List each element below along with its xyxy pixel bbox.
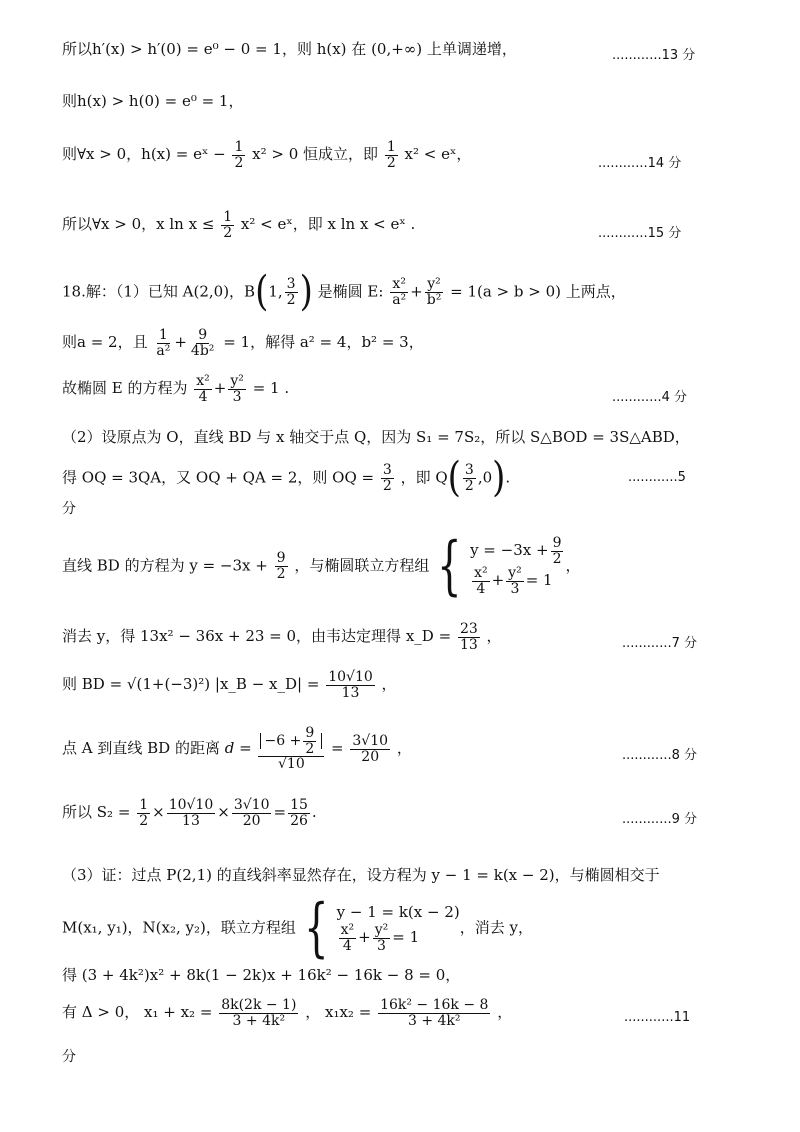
numerator: 1 xyxy=(158,327,168,343)
fraction xyxy=(472,566,490,596)
denominator: 2 xyxy=(386,154,396,171)
text-segment: = 1 . xyxy=(252,379,290,398)
fraction xyxy=(385,140,398,170)
text-segment: x² < eˣ， xyxy=(404,145,472,164)
fraction xyxy=(303,726,316,756)
solution-line-11 xyxy=(62,622,502,652)
line-text: 则h(x) > h(0) = e⁰ = 1， xyxy=(62,92,244,110)
fraction xyxy=(232,798,272,828)
text-segment: ，消去 y， xyxy=(459,918,533,937)
solution-line-6: 则a = 2，且 $\frac{1}{\text{a²}}$ + $\frac{9}{\text{4b²}}$ = 1，解得 a² = 4，b² = 3， xyxy=(62,327,424,359)
text-segment: −6 + xyxy=(264,733,302,750)
score-4: ............4 分 xyxy=(612,390,687,405)
text-segment: d = xyxy=(224,739,252,758)
numerator: 8k(2k − 1) xyxy=(221,997,297,1013)
score-unit: 分 xyxy=(62,1049,76,1065)
fraction xyxy=(154,328,172,358)
text-segment: （2）设原点为 O，直线 BD 与 x 轴交于点 Q，因为 S₁ = 7S₂，所以 S△BOD = 3S△ABD， xyxy=(62,428,690,446)
denominator: 4b² xyxy=(190,342,215,359)
system-row: y − 1 = k(x − 2) xyxy=(336,903,460,922)
numerator: 9 xyxy=(305,725,315,741)
fraction xyxy=(425,277,444,307)
fraction xyxy=(232,140,245,170)
numerator: 3√10 xyxy=(352,732,389,749)
solution-line-17 xyxy=(62,966,460,984)
text-segment: = 1，解得 a² = 4，b² = 3， xyxy=(223,333,424,352)
denominator: 2 xyxy=(464,477,474,494)
numerator: 1 xyxy=(223,209,233,225)
paren-open: ( xyxy=(255,267,269,316)
numerator: 9 xyxy=(198,327,208,343)
numerator: 1 xyxy=(386,139,396,155)
denominator: 2 xyxy=(139,812,149,829)
denominator: 20 xyxy=(242,812,261,829)
fraction xyxy=(373,923,391,953)
fraction xyxy=(458,622,480,652)
text-segment: = 1 xyxy=(525,571,553,590)
numerator: y² xyxy=(508,565,522,582)
text-segment: 则a = 2，且 xyxy=(62,333,148,352)
solution-line-13 xyxy=(62,726,412,772)
fraction xyxy=(219,998,298,1028)
text-segment: ， xyxy=(486,627,502,646)
text-segment: = xyxy=(331,739,344,758)
denominator: 2 xyxy=(223,224,233,241)
denominator: 3 xyxy=(377,937,386,954)
text-segment: 直线 BD 的方程为 y = −3x + xyxy=(62,556,268,575)
numerator: x² xyxy=(392,276,406,293)
denominator: 13 xyxy=(341,684,360,701)
numerator: x² xyxy=(340,921,355,938)
fraction xyxy=(326,670,375,700)
text-segment: 18.解：（1）已知 A(2,0)，B xyxy=(62,282,256,301)
text-segment: 有 Δ > 0， x₁ + x₂ = xyxy=(62,1003,213,1022)
solution-line-4 xyxy=(62,210,415,240)
denominator: 4 xyxy=(342,937,352,954)
fraction xyxy=(381,463,394,493)
score-14: ............14 分 xyxy=(598,156,682,171)
denominator: 20 xyxy=(361,748,380,765)
absolute-value xyxy=(260,725,322,757)
numerator: 9 xyxy=(552,535,562,552)
score-11: ............11 xyxy=(624,1010,691,1025)
denominator: 13 xyxy=(459,636,478,653)
text-segment: ， xyxy=(497,1003,513,1022)
fraction xyxy=(390,277,408,307)
fraction xyxy=(506,566,524,596)
solution-line-8 xyxy=(62,428,690,446)
denominator: 4 xyxy=(476,581,486,598)
numerator: x² xyxy=(474,565,488,582)
equation-system xyxy=(470,536,565,597)
numerator: 10√10 xyxy=(328,669,373,685)
score-15: ............15 分 xyxy=(598,226,682,241)
fraction xyxy=(137,798,150,828)
numerator: 1 xyxy=(139,797,149,813)
line-text: 所以h′(x) > h′(0) = e⁰ − 0 = 1，则 h(x) 在 (0,+∞) 上单调递增， xyxy=(62,40,517,58)
numerator: x² xyxy=(196,373,210,389)
system-row: $\frac{\text{x²}}{4}$ + $\frac{\text{y²}}{3}$ = 1 xyxy=(340,921,420,954)
denominator: 2 xyxy=(382,477,392,494)
score-9: ............9 分 xyxy=(622,812,697,827)
solution-line-18 xyxy=(62,998,512,1028)
system-brace: { xyxy=(304,891,329,965)
denominator: √10 xyxy=(277,756,305,773)
solution-line-2 xyxy=(62,92,243,110)
numerator: y² xyxy=(427,276,441,293)
denominator: 2 xyxy=(286,291,296,308)
numerator: 9 xyxy=(276,550,286,567)
denominator: a² xyxy=(392,291,407,308)
numerator: 3√10 xyxy=(233,797,270,813)
solution-line-15 xyxy=(62,866,660,884)
score-8: ............8 分 xyxy=(622,748,697,763)
paren-open: ( xyxy=(447,453,461,502)
score-13: ............13 分 xyxy=(612,48,696,63)
text-segment: 所以 S₂ = xyxy=(62,803,131,822)
fraction xyxy=(189,328,216,358)
solution-line-16 xyxy=(62,890,533,967)
text-segment: M(x₁, y₁)，N(x₂, y₂)，联立方程组 xyxy=(62,918,296,937)
denominator: 13 xyxy=(182,812,200,829)
text-segment: ， xyxy=(381,675,397,694)
fraction xyxy=(551,536,564,566)
fraction xyxy=(463,463,476,493)
solution-line-1 xyxy=(62,40,517,58)
text-segment: ， x₁x₂ = xyxy=(305,1003,372,1022)
fraction xyxy=(339,923,357,953)
equation-system xyxy=(337,903,460,953)
numerator xyxy=(258,726,324,757)
fraction xyxy=(258,726,324,772)
system-row: $\frac{\text{x²}}{4}$ + $\frac{\text{y²}}{3}$ = 1 xyxy=(474,565,553,598)
text-segment: 故椭圆 E 的方程为 xyxy=(62,379,188,398)
text-segment: 得 OQ = 3QA，又 OQ + QA = 2，则 OQ = xyxy=(62,468,375,487)
text-segment: ， xyxy=(565,556,581,575)
numerator: 16k² − 16k − 8 xyxy=(380,997,489,1013)
numerator: 10√10 xyxy=(168,797,214,813)
text-segment: ，与椭圆联立方程组 xyxy=(294,556,430,575)
text-segment: x² > 0 恒成立，即 xyxy=(252,145,379,164)
score-7: ............7 分 xyxy=(622,636,697,651)
numerator: 3 xyxy=(286,276,296,293)
text-segment: 则∀x > 0，h(x) = eˣ − xyxy=(62,145,226,164)
text-segment: 得 (3 + 4k²)x² + 8k(1 − 2k)x + 16k² − 16k − 8 = 0， xyxy=(62,966,461,984)
denominator: 3 xyxy=(232,388,242,405)
fraction xyxy=(275,551,288,581)
numerator: 3 xyxy=(382,462,392,479)
text-segment: . xyxy=(505,468,511,487)
paren-close: ) xyxy=(492,453,506,502)
paren-close: ) xyxy=(299,267,313,316)
text-segment: 是椭圆 E: xyxy=(317,282,384,301)
solution-line-12 xyxy=(62,670,397,700)
solution-line-3 xyxy=(62,140,471,170)
denominator: 26 xyxy=(290,812,308,829)
denominator: 2 xyxy=(276,565,286,582)
denominator: 2 xyxy=(305,740,315,757)
text-segment: . xyxy=(311,803,317,822)
numerator: y² xyxy=(374,921,389,938)
text-segment: ， xyxy=(396,739,412,758)
numerator: 1 xyxy=(234,139,244,155)
solution-line-14: 所以 S₂ = $\frac{1}{2}$ × $\frac{10√10}{13}$ × $\frac{3√10}{20}$ = $\frac{15}{26}$ . xyxy=(62,797,317,829)
fraction xyxy=(378,998,490,1028)
text-segment: 所以∀x > 0，x ln x ≤ xyxy=(62,215,215,234)
fraction xyxy=(167,798,216,828)
text-segment: ，即 Q xyxy=(400,468,448,487)
denominator: 4 xyxy=(198,388,208,405)
system-brace: { xyxy=(437,529,462,603)
fraction xyxy=(221,210,234,240)
denominator: 3 + 4k² xyxy=(232,1012,286,1029)
text-segment: 点 A 到直线 BD 的距离 xyxy=(62,739,220,758)
text-segment: x² < eˣ，即 x ln x < eˣ . xyxy=(240,215,416,234)
solution-line-9 xyxy=(62,453,511,502)
solution-line-10 xyxy=(62,528,581,605)
denominator: 2 xyxy=(234,154,244,171)
text-segment: y = −3x + xyxy=(470,541,549,560)
fraction xyxy=(285,277,298,307)
fraction xyxy=(194,374,212,404)
numerator: 23 xyxy=(459,621,478,637)
text-segment: ,0 xyxy=(477,468,493,487)
denominator: b² xyxy=(426,291,442,308)
numerator: 15 xyxy=(290,797,308,813)
denominator: 3 xyxy=(510,581,520,598)
fraction xyxy=(350,734,390,764)
text-segment: 消去 y，得 13x² − 36x + 23 = 0，由韦达定理得 x_D = xyxy=(62,627,452,646)
score-5: ............5 xyxy=(628,470,686,485)
system-row xyxy=(470,536,565,566)
denominator: a² xyxy=(156,342,171,359)
denominator: 2 xyxy=(552,550,562,567)
score-unit: 分 xyxy=(62,501,76,517)
text-segment: = 1 xyxy=(392,928,420,947)
numerator: 3 xyxy=(464,462,474,479)
fraction xyxy=(228,374,246,404)
fraction xyxy=(288,798,310,828)
solution-line-7: 故椭圆 E 的方程为 $\frac{\text{x²}}{4}$ + $\frac{\text{y²}}{3}$ = 1 . xyxy=(62,373,290,405)
text-segment: （3）证：过点 P(2,1) 的直线斜率显然存在，设方程为 y − 1 = k(x − 2)，与椭圆相交于 xyxy=(62,866,660,884)
text-segment: 则 BD = √(1+(−3)²) |x_B − x_D| = xyxy=(62,675,320,694)
denominator: 3 + 4k² xyxy=(407,1012,461,1029)
text-segment: = 1(a > b > 0) 上两点， xyxy=(450,282,626,301)
solution-line-5: 18.解：（1）已知 A(2,0)，B(1, $\frac{3}{2}$ ) 是椭圆 E: $\frac{\text{x²}}{\text{a²}}$ + $\frac{\text{y²}}{\text{b²}}$ = 1(a > b > 0) 上两点， xyxy=(62,267,626,316)
numerator: y² xyxy=(230,373,244,389)
